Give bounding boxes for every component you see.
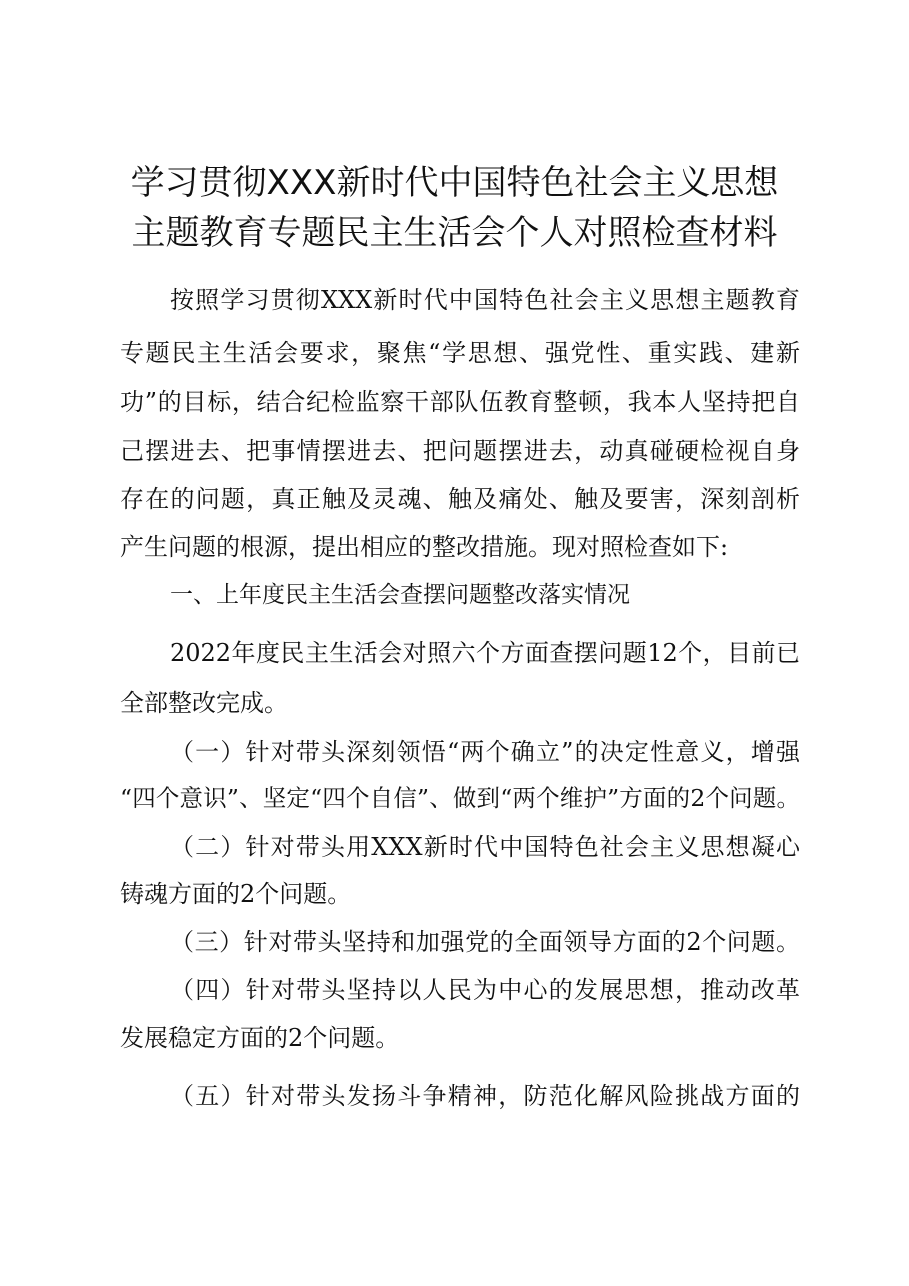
intro-line-4: 己摆进去、把事情摆进去、把问题摆进去，动真碰硬检视自身 bbox=[120, 437, 800, 465]
item-3-line-1: （三）针对带头坚持和加强党的全面领导方面的2个问题。 bbox=[170, 928, 800, 956]
item-1-line-2: “四个意识”、坚定“四个自信”、做到“两个维护”方面的2个问题。 bbox=[120, 784, 800, 812]
item-4-line-2: 发展稳定方面的2个问题。 bbox=[120, 1024, 400, 1052]
item-5-line-1: （五）针对带头发扬斗争精神，防范化解风险挑战方面的 bbox=[170, 1082, 800, 1110]
item-4-line-1: （四）针对带头坚持以人民为中心的发展思想，推动改革 bbox=[170, 976, 800, 1004]
item-1-line-1: （一）针对带头深刻领悟“两个确立”的决定性意义，增强 bbox=[170, 738, 800, 766]
intro-line-6: 产生问题的根源，提出相应的整改措施。现对照检查如下: bbox=[120, 533, 729, 561]
intro-line-2: 专题民主生活会要求，聚焦“学思想、强党性、重实践、建新 bbox=[120, 339, 800, 367]
document-title-line-2: 主题教育专题民主生活会个人对照检查材料 bbox=[131, 213, 778, 253]
section-1-line-1: 2022年度民主生活会对照六个方面查摆问题12个，目前已 bbox=[170, 639, 800, 667]
intro-line-3: 功”的目标，结合纪检监察干部队伍教育整顿，我本人坚持把自 bbox=[120, 388, 800, 416]
section-heading-1: 一、上年度民主生活会查摆问题整改落实情况 bbox=[170, 582, 630, 608]
intro-line-1: 按照学习贯彻XXX新时代中国特色社会主义思想主题教育 bbox=[170, 286, 800, 314]
intro-line-5: 存在的问题，真正触及灵魂、触及痛处、触及要害，深刻剖析 bbox=[120, 485, 800, 513]
document-title-line-1: 学习贯彻XXX新时代中国特色社会主义思想 bbox=[130, 163, 779, 203]
section-1-line-2: 全部整改完成。 bbox=[120, 689, 288, 717]
item-2-line-2: 铸魂方面的2个问题。 bbox=[120, 880, 352, 908]
item-2-line-1: （二）针对带头用XXX新时代中国特色社会主义思想凝心 bbox=[170, 833, 800, 861]
